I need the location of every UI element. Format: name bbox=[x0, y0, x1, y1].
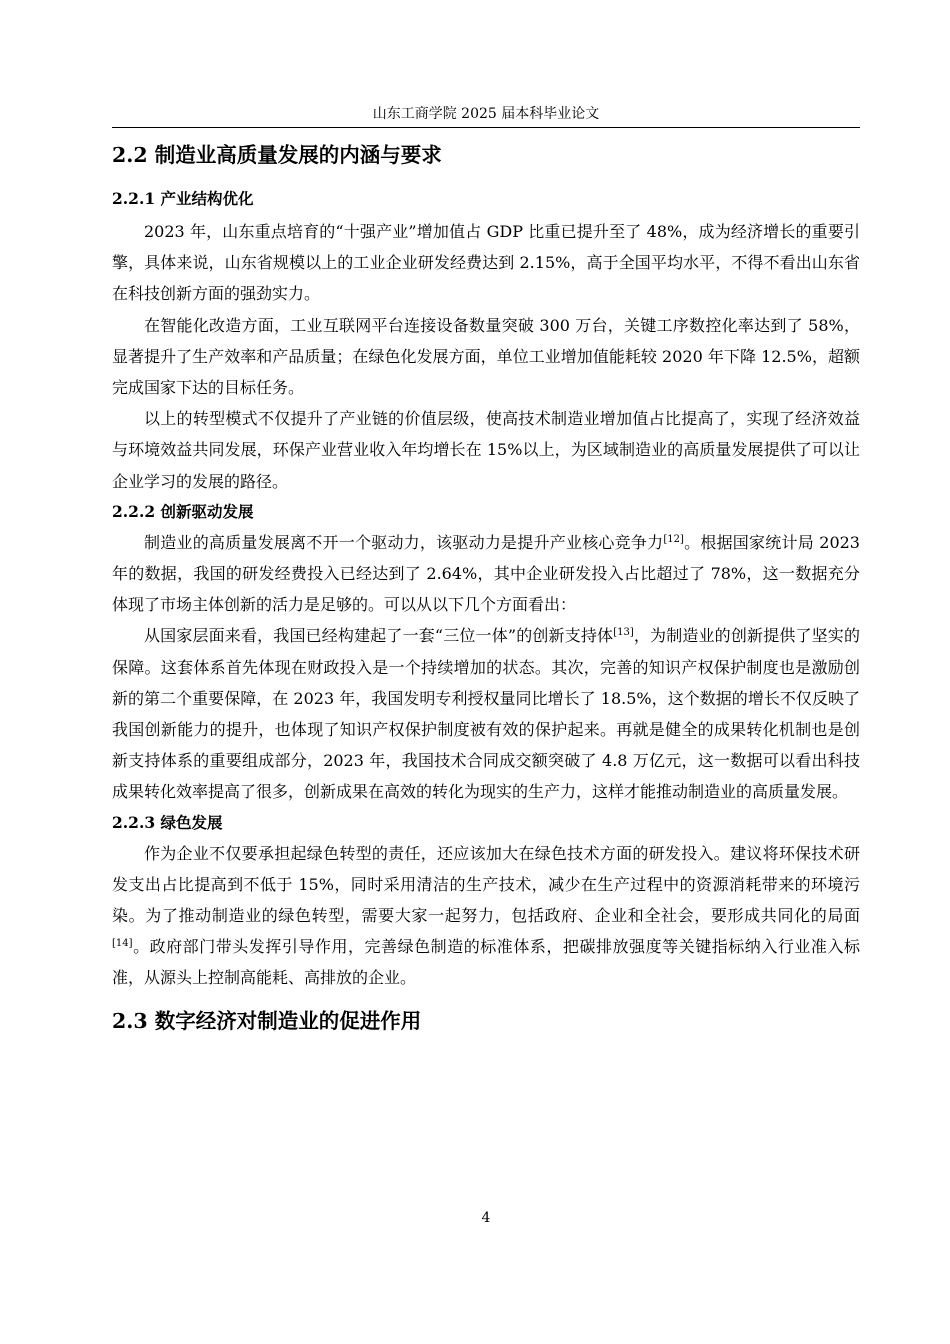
page-body bbox=[112, 138, 860, 1038]
paragraph-text: ，为制造业的创新提供了坚实的保障。这套体系首先体现在财政投入是一个持续增加的状态。其次，完善的知识产权保护制度也是激励创新的第二个重要保障，在 2023 年，我国发明专利授权量同比增长了 18.5%，这个数据的增长不仅反映了我国创新能力的提升，也体现了知识产权保护制度被有效的保护起来。再就是健全的成果转化机制也是创新支持体系的重要组成部分，2023 年，我国技术合同成交额突破了 4.8 万亿元，这一数据可以看出科技成果转化效率提高了很多，创新成果在高效的转化为现实的生产力，这样才能推动制造业的高质量发展。 bbox=[112, 626, 860, 802]
paragraph-text: 。政府部门带头发挥引导作用，完善绿色制造的标准体系，把碳排放强度等关键指标纳入行业准入标准，从源头上控制高能耗、高排放的企业。 bbox=[112, 937, 860, 988]
citation-ref: [13] bbox=[613, 627, 634, 639]
paragraph bbox=[112, 527, 860, 621]
subsection-heading-2-2-1: 2.2.1 产业结构优化 bbox=[112, 189, 254, 208]
subsection-heading-2-2-3: 2.2.3 绿色发展 bbox=[112, 812, 223, 832]
paragraph-text: 作为企业不仅要承担起绿色转型的责任，还应该加大在绿色技术方面的研发投入。建议将环保技术研发支出占比提高到不低于 15%，同时采用清洁的生产技术，减少在生产过程中的资源消耗带来的环境污染。为了推动制造业的绿色转型，需要大家一起努力，包括政府、企业和全社会，要形成共同化的局面 bbox=[112, 843, 860, 926]
paragraph-text: 制造业的高质量发展离不开一个驱动力，该驱动力是提升产业核心竞争力 bbox=[144, 532, 664, 552]
paragraph-text: 从国家层面来看，我国已经构建起了一套“三位一体”的创新支持体 bbox=[144, 626, 614, 646]
paragraph bbox=[112, 620, 860, 807]
section-heading-2-2: 2.2 制造业高质量发展的内涵与要求 bbox=[112, 143, 442, 167]
citation-ref: [12] bbox=[663, 533, 684, 545]
paragraph: 以上的转型模式不仅提升了产业链的价值层级，使高技术制造业增加值占比提高了，实现了经济效益与环境效益共同发展，环保产业营业收入年均增长在 15%以上，为区域制造业的高质量发展提供了可以让企业学习的发展的路径。 bbox=[112, 409, 860, 491]
citation-ref: [14] bbox=[112, 938, 133, 950]
section-heading-2-3: 2.3 数字经济对制造业的促进作用 bbox=[112, 1008, 422, 1033]
subsection-heading-2-2-2: 2.2.2 创新驱动发展 bbox=[112, 501, 254, 521]
page-number: 4 bbox=[481, 1210, 491, 1226]
paragraph: 在智能化改造方面，工业互联网平台连接设备数量突破 300 万台，关键工序数控化率达到了 58%，显著提升了生产效率和产品质量；在绿色化发展方面，单位工业增加值能耗较 2020 年下降 12.5%，超额完成国家下达的目标任务。 bbox=[112, 315, 860, 398]
header-divider bbox=[112, 127, 860, 128]
paragraph: 2023 年，山东重点培育的“十强产业”增加值占 GDP 比重已提升至了 48%，成为经济增长的重要引擎，具体来说，山东省规模以上的工业企业研发经费达到 2.15%，高于全国平均水平，不得不看出山东省在科技创新方面的强劲实力。 bbox=[112, 222, 860, 304]
paragraph bbox=[112, 838, 860, 994]
running-header: 山东工商学院 2025 届本科毕业论文 bbox=[372, 106, 600, 122]
paragraph-text: 。根据国家统计局 2023 年的数据，我国的研发经费投入已经达到了 2.64%，其中企业研发投入占比超过了 78%，这一数据充分体现了市场主体创新的活力是足够的。可以从以下几个方面看出： bbox=[112, 532, 860, 615]
